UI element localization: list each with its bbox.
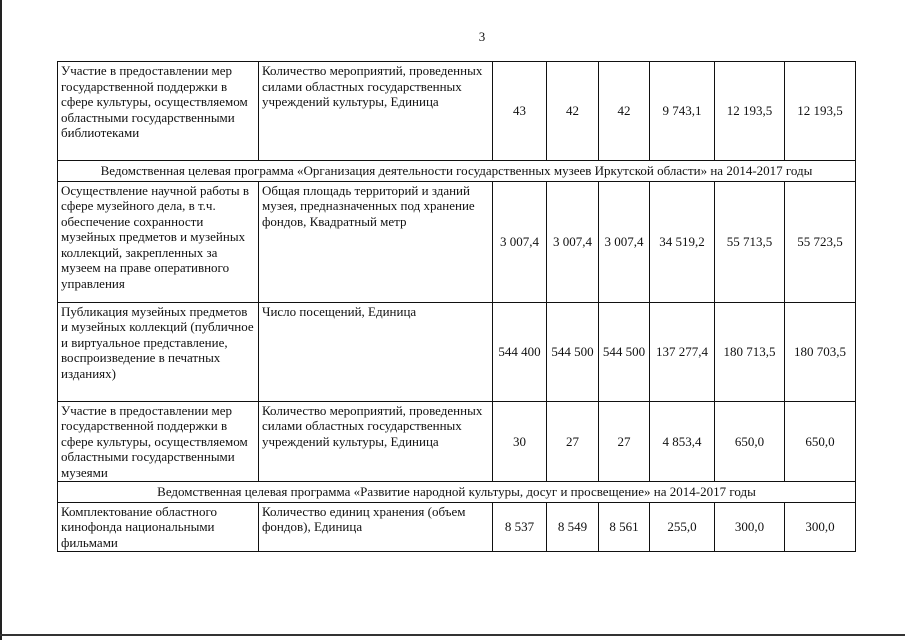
value-cell: 300,0 <box>715 502 785 552</box>
value-cell: 43 <box>493 62 547 161</box>
value-cell: 300,0 <box>785 502 856 552</box>
section-title: Ведомственная целевая программа «Организация деятельности государственных музеев Иркутской области» на 2014-2017 годы <box>58 161 856 182</box>
value-cell: 3 007,4 <box>547 181 599 302</box>
indicator-cell: Количество единиц хранения (объем фондов), Единица <box>259 502 493 552</box>
activity-cell: Комплектование областного кинофонда национальными фильмами <box>58 502 259 552</box>
scan-left-edge <box>0 0 2 640</box>
value-cell: 4 853,4 <box>650 401 715 482</box>
value-cell: 3 007,4 <box>493 181 547 302</box>
scan-bottom-edge <box>0 634 905 636</box>
value-cell: 55 723,5 <box>785 181 856 302</box>
section-title: Ведомственная целевая программа «Развитие народной культуры, досуг и просвещение» на 2014-2017 годы <box>58 482 856 503</box>
indicator-cell: Общая площадь территорий и зданий музея, предназначенных под хранение фондов, Квадратный метр <box>259 181 493 302</box>
value-cell: 34 519,2 <box>650 181 715 302</box>
value-cell: 8 537 <box>493 502 547 552</box>
value-cell: 30 <box>493 401 547 482</box>
value-cell: 27 <box>547 401 599 482</box>
section-row <box>58 161 856 182</box>
section-row <box>58 482 856 503</box>
value-cell: 27 <box>599 401 650 482</box>
indicator-cell: Количество мероприятий, проведенных силами областных государственных учреждений культуры, Единица <box>259 401 493 482</box>
value-cell: 12 193,5 <box>715 62 785 161</box>
table-row <box>58 302 856 401</box>
value-cell: 9 743,1 <box>650 62 715 161</box>
value-cell: 180 713,5 <box>715 302 785 401</box>
table-row <box>58 401 856 482</box>
value-cell: 8 549 <box>547 502 599 552</box>
value-cell: 544 500 <box>599 302 650 401</box>
value-cell: 42 <box>547 62 599 161</box>
value-cell: 544 400 <box>493 302 547 401</box>
value-cell: 55 713,5 <box>715 181 785 302</box>
indicator-cell: Количество мероприятий, проведенных силами областных государственных учреждений культуры, Единица <box>259 62 493 161</box>
table-row <box>58 181 856 302</box>
value-cell: 180 703,5 <box>785 302 856 401</box>
value-cell: 137 277,4 <box>650 302 715 401</box>
value-cell: 12 193,5 <box>785 62 856 161</box>
value-cell: 650,0 <box>785 401 856 482</box>
page-number: 3 <box>478 29 486 44</box>
table-row <box>58 502 856 552</box>
value-cell: 42 <box>599 62 650 161</box>
activity-cell: Публикация музейных предметов и музейных коллекций (публичное и виртуальное представление, воспроизведение в печатных изданиях) <box>58 302 259 401</box>
table-row <box>58 62 856 161</box>
activity-cell: Участие в предоставлении мер государственной поддержки в сфере культуры, осуществляемом областными государственными библиотеками <box>58 62 259 161</box>
value-cell: 8 561 <box>599 502 650 552</box>
value-cell: 544 500 <box>547 302 599 401</box>
indicator-cell: Число посещений, Единица <box>259 302 493 401</box>
value-cell: 3 007,4 <box>599 181 650 302</box>
value-cell: 255,0 <box>650 502 715 552</box>
value-cell: 650,0 <box>715 401 785 482</box>
activity-cell: Осуществление научной работы в сфере музейного дела, в т.ч. обеспечение сохранности музейных предметов и музейных коллекций, закрепленных за музеем на праве оперативного управления <box>58 181 259 302</box>
budget-table <box>57 61 856 552</box>
activity-cell: Участие в предоставлении мер государственной поддержки в сфере культуры, осуществляемом областными государственными музеями <box>58 401 259 482</box>
